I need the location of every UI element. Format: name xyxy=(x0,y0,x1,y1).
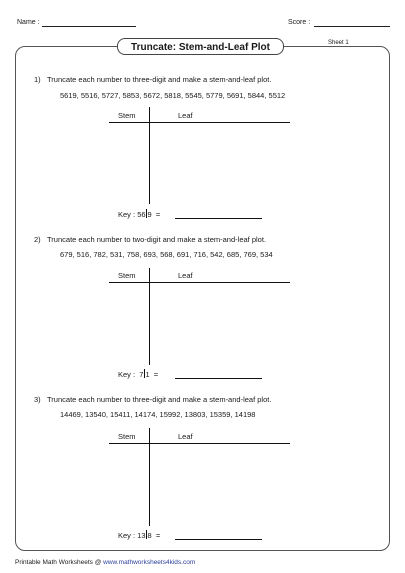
plot-divider xyxy=(149,268,150,365)
stem-header: Stem xyxy=(118,271,136,280)
leaf-header: Leaf xyxy=(178,432,193,441)
question-number: 1) xyxy=(34,75,41,84)
worksheet-title: Truncate: Stem-and-Leaf Plot xyxy=(117,38,284,55)
name-field-line[interactable] xyxy=(42,26,136,27)
leaf-header: Leaf xyxy=(178,271,193,280)
plot-header-line xyxy=(109,282,290,283)
plot-header-line xyxy=(109,443,290,444)
key-equals: = xyxy=(155,210,161,219)
key-answer-line[interactable] xyxy=(175,378,262,379)
key xyxy=(118,369,158,379)
key-answer-line[interactable] xyxy=(175,218,262,219)
stem-header: Stem xyxy=(118,432,136,441)
key-equals: = xyxy=(153,370,159,379)
plot-header-line xyxy=(109,122,290,123)
sheet-label: Sheet 1 xyxy=(328,40,349,46)
question-instruction: Truncate each number to two-digit and make a stem-and-leaf plot. xyxy=(47,235,267,244)
key-answer-line[interactable] xyxy=(175,539,262,540)
key-label: Key : xyxy=(118,531,136,540)
key-leaf: 1 xyxy=(145,370,150,379)
footer-prefix: Printable Math Worksheets @ xyxy=(15,559,104,566)
plot-divider xyxy=(149,428,150,526)
key-label: Key : xyxy=(118,370,136,379)
score-field-line[interactable] xyxy=(314,26,390,27)
question-numbers: 14469, 13540, 15411, 14174, 15992, 13803, 15359, 14198 xyxy=(60,410,256,419)
plot-divider xyxy=(149,107,150,204)
question-number: 2) xyxy=(34,235,41,244)
score-label: Score : xyxy=(288,19,311,26)
key-stem: 13 xyxy=(137,531,146,540)
key-stem: 7 xyxy=(139,370,144,379)
key-stem: 56 xyxy=(137,210,146,219)
question-numbers: 679, 516, 782, 531, 758, 693, 568, 691, 716, 542, 685, 769, 534 xyxy=(60,250,273,259)
question-instruction: Truncate each number to three-digit and make a stem-and-leaf plot. xyxy=(47,75,272,84)
question-number: 3) xyxy=(34,395,41,404)
leaf-header: Leaf xyxy=(178,111,193,120)
name-label: Name : xyxy=(17,19,40,26)
key-leaf: 9 xyxy=(147,210,152,219)
key-leaf: 8 xyxy=(147,531,152,540)
question-instruction: Truncate each number to three-digit and make a stem-and-leaf plot. xyxy=(47,395,272,404)
footer-link[interactable]: www.mathworksheets4kids.com xyxy=(103,559,196,566)
stem-header: Stem xyxy=(118,111,136,120)
footer xyxy=(15,559,195,566)
key xyxy=(118,209,160,219)
key-label: Key : xyxy=(118,210,136,219)
question-numbers: 5619, 5516, 5727, 5853, 5672, 5818, 5545, 5779, 5691, 5844, 5512 xyxy=(60,91,286,100)
key-equals: = xyxy=(155,531,161,540)
key xyxy=(118,530,160,540)
